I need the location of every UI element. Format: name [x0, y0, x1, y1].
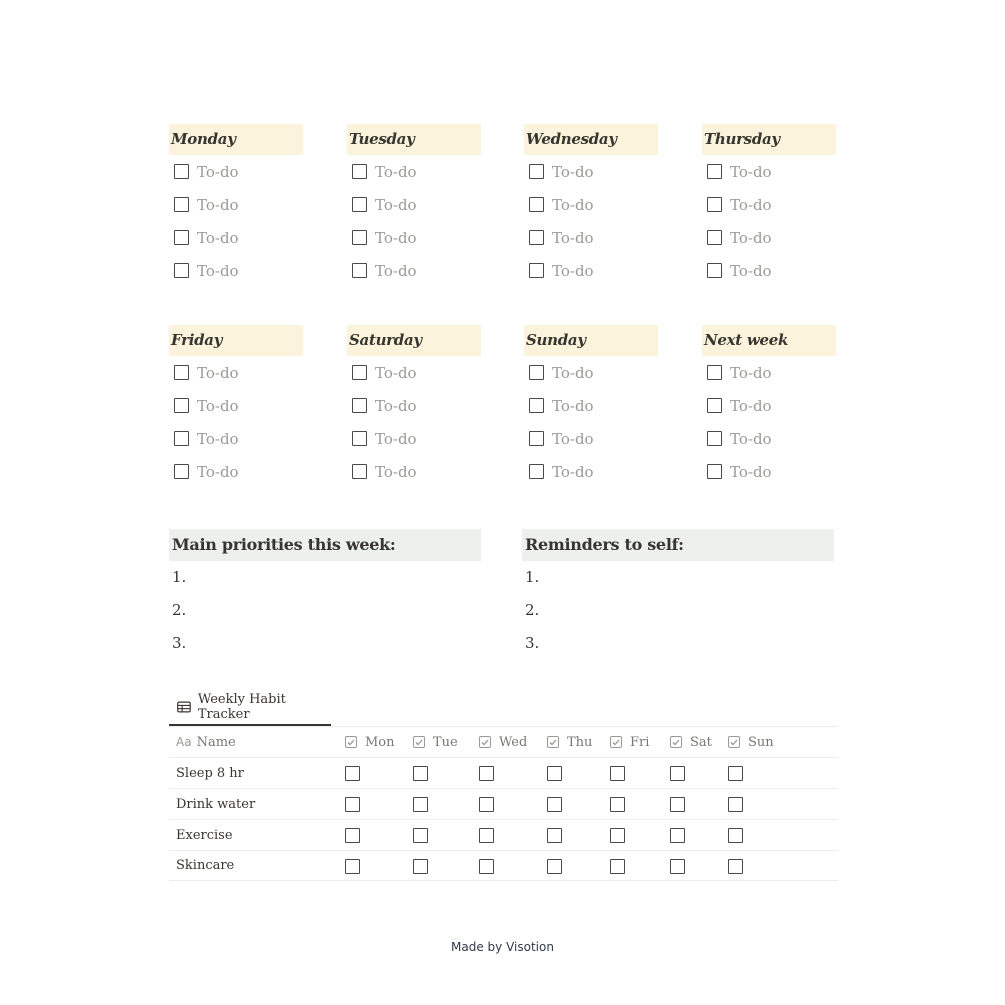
day-heading: Friday	[169, 325, 303, 356]
day-heading: Monday	[169, 124, 303, 155]
habit-checkbox[interactable]	[610, 797, 625, 812]
todo-item[interactable]	[524, 455, 658, 488]
todo-item[interactable]	[702, 356, 836, 389]
habit-name[interactable]: Exercise	[176, 827, 233, 843]
day-card-tuesday	[347, 124, 481, 287]
checkbox-type-icon	[479, 736, 491, 748]
todo-checkbox[interactable]	[352, 263, 367, 278]
day-heading: Wednesday	[524, 124, 658, 155]
day-column-header[interactable]	[413, 727, 458, 757]
day-heading: Next week	[702, 325, 836, 356]
tab-label: Weekly Habit Tracker	[197, 692, 286, 722]
todo-placeholder[interactable]: To-do	[375, 162, 417, 181]
todo-item[interactable]	[347, 356, 481, 389]
todo-checkbox[interactable]	[174, 431, 189, 446]
todo-item[interactable]	[347, 155, 481, 188]
todo-placeholder[interactable]: To-do	[197, 162, 239, 181]
todo-item[interactable]	[169, 221, 303, 254]
todo-checkbox[interactable]	[529, 197, 544, 212]
todo-checkbox[interactable]	[352, 464, 367, 479]
habit-tracker	[169, 690, 838, 881]
todo-placeholder[interactable]: To-do	[730, 396, 772, 415]
habit-checkbox[interactable]	[610, 828, 625, 843]
habit-checkbox[interactable]	[479, 797, 494, 812]
todo-checkbox[interactable]	[529, 431, 544, 446]
todo-checkbox[interactable]	[707, 431, 722, 446]
habit-checkbox[interactable]	[610, 859, 625, 874]
table-row	[169, 788, 838, 819]
todo-checkbox[interactable]	[707, 197, 722, 212]
text-type-icon: Aa	[176, 735, 192, 749]
todo-placeholder[interactable]: To-do	[730, 363, 772, 382]
todo-placeholder[interactable]: To-do	[375, 462, 417, 481]
habit-checkbox[interactable]	[547, 828, 562, 843]
habit-checkbox[interactable]	[413, 766, 428, 781]
tab-weekly-habit-tracker[interactable]	[169, 690, 331, 726]
habit-checkbox[interactable]	[479, 828, 494, 843]
column-label: Sun	[748, 734, 774, 750]
todo-placeholder[interactable]: To-do	[197, 462, 239, 481]
todo-item[interactable]	[702, 155, 836, 188]
reminder-item[interactable]: 2.	[525, 601, 540, 619]
todo-item[interactable]	[702, 188, 836, 221]
todo-placeholder[interactable]: To-do	[730, 162, 772, 181]
column-label: Mon	[365, 734, 395, 750]
priority-item[interactable]: 2.	[172, 601, 187, 619]
habit-checkbox[interactable]	[610, 766, 625, 781]
todo-checkbox[interactable]	[174, 164, 189, 179]
todo-item[interactable]	[702, 422, 836, 455]
todo-checkbox[interactable]	[529, 365, 544, 380]
todo-checkbox[interactable]	[707, 464, 722, 479]
todo-placeholder[interactable]: To-do	[197, 261, 239, 280]
habit-checkbox[interactable]	[670, 828, 685, 843]
todo-checkbox[interactable]	[707, 230, 722, 245]
todo-placeholder[interactable]: To-do	[375, 363, 417, 382]
day-column-header[interactable]	[670, 727, 712, 757]
todo-placeholder[interactable]: To-do	[730, 429, 772, 448]
column-label: Sat	[690, 734, 712, 750]
priority-item[interactable]: 1.	[172, 568, 187, 586]
checkbox-type-icon	[670, 736, 682, 748]
todo-placeholder[interactable]: To-do	[730, 462, 772, 481]
todo-checkbox[interactable]	[352, 164, 367, 179]
checkbox-type-icon	[547, 736, 559, 748]
checkbox-type-icon	[610, 736, 622, 748]
todo-item[interactable]	[169, 422, 303, 455]
habit-checkbox[interactable]	[728, 766, 743, 781]
todo-item[interactable]	[347, 455, 481, 488]
day-column-header[interactable]	[728, 727, 774, 757]
todo-checkbox[interactable]	[174, 365, 189, 380]
habit-checkbox[interactable]	[670, 797, 685, 812]
column-label: Wed	[499, 734, 528, 750]
habit-checkbox[interactable]	[345, 859, 360, 874]
column-label: Fri	[630, 734, 650, 750]
day-column-header[interactable]	[610, 727, 649, 757]
todo-item[interactable]	[347, 221, 481, 254]
todo-checkbox[interactable]	[707, 164, 722, 179]
todo-checkbox[interactable]	[529, 230, 544, 245]
todo-checkbox[interactable]	[174, 464, 189, 479]
day-card-sunday	[524, 325, 658, 488]
todo-item[interactable]	[524, 155, 658, 188]
todo-item[interactable]	[347, 188, 481, 221]
todo-item[interactable]	[524, 221, 658, 254]
todo-item[interactable]	[169, 356, 303, 389]
column-label: Thu	[567, 734, 593, 750]
reminder-item[interactable]: 1.	[525, 568, 540, 586]
column-label: Name	[196, 734, 236, 750]
day-column-header[interactable]	[547, 727, 592, 757]
todo-checkbox[interactable]	[174, 197, 189, 212]
habit-checkbox[interactable]	[547, 766, 562, 781]
todo-checkbox[interactable]	[174, 398, 189, 413]
todo-placeholder[interactable]: To-do	[197, 228, 239, 247]
todo-item[interactable]	[524, 422, 658, 455]
checkbox-type-icon	[413, 736, 425, 748]
todo-placeholder[interactable]: To-do	[197, 195, 239, 214]
todo-checkbox[interactable]	[529, 164, 544, 179]
todo-placeholder[interactable]: To-do	[552, 195, 594, 214]
todo-item[interactable]	[702, 221, 836, 254]
todo-placeholder[interactable]: To-do	[197, 396, 239, 415]
day-column-header[interactable]	[479, 727, 527, 757]
todo-placeholder[interactable]: To-do	[552, 462, 594, 481]
todo-checkbox[interactable]	[529, 263, 544, 278]
todo-item[interactable]	[702, 389, 836, 422]
todo-item[interactable]	[347, 422, 481, 455]
day-card-next-week	[702, 325, 836, 488]
todo-placeholder[interactable]: To-do	[197, 429, 239, 448]
todo-item[interactable]	[169, 188, 303, 221]
habit-name[interactable]: Drink water	[176, 796, 256, 812]
table-icon	[177, 701, 191, 713]
priorities-heading: Main priorities this week:	[169, 529, 481, 561]
table-row	[169, 757, 838, 788]
todo-placeholder[interactable]: To-do	[375, 195, 417, 214]
todo-placeholder[interactable]: To-do	[375, 396, 417, 415]
table-row	[169, 819, 838, 850]
todo-checkbox[interactable]	[529, 398, 544, 413]
priorities-section	[169, 529, 481, 660]
todo-item[interactable]	[524, 188, 658, 221]
habit-checkbox[interactable]	[413, 828, 428, 843]
day-card-wednesday	[524, 124, 658, 287]
table-header-row	[169, 726, 838, 757]
todo-placeholder[interactable]: To-do	[730, 228, 772, 247]
habit-checkbox[interactable]	[728, 797, 743, 812]
day-card-thursday	[702, 124, 836, 287]
todo-placeholder[interactable]: To-do	[375, 429, 417, 448]
todo-placeholder[interactable]: To-do	[552, 228, 594, 247]
todo-placeholder[interactable]: To-do	[730, 195, 772, 214]
habit-checkbox[interactable]	[479, 766, 494, 781]
habit-checkbox[interactable]	[479, 859, 494, 874]
todo-placeholder[interactable]: To-do	[375, 228, 417, 247]
todo-item[interactable]	[347, 389, 481, 422]
day-card-saturday	[347, 325, 481, 488]
habit-checkbox[interactable]	[413, 797, 428, 812]
habit-checkbox[interactable]	[728, 828, 743, 843]
habit-checkbox[interactable]	[670, 859, 685, 874]
day-heading: Tuesday	[347, 124, 481, 155]
todo-item[interactable]	[169, 254, 303, 287]
reminders-heading: Reminders to self:	[522, 529, 834, 561]
column-label: Tue	[433, 734, 458, 750]
day-column-header[interactable]	[345, 727, 395, 757]
habit-checkbox[interactable]	[670, 766, 685, 781]
habit-name[interactable]: Sleep 8 hr	[176, 765, 244, 781]
checkbox-type-icon	[728, 736, 740, 748]
todo-item[interactable]	[169, 389, 303, 422]
todo-checkbox[interactable]	[174, 263, 189, 278]
todo-checkbox[interactable]	[352, 365, 367, 380]
todo-placeholder[interactable]: To-do	[552, 261, 594, 280]
todo-item[interactable]	[524, 356, 658, 389]
habit-checkbox[interactable]	[345, 766, 360, 781]
table-row	[169, 850, 838, 881]
day-heading: Saturday	[347, 325, 481, 356]
todo-checkbox[interactable]	[707, 365, 722, 380]
todo-item[interactable]	[169, 155, 303, 188]
habit-checkbox[interactable]	[345, 828, 360, 843]
todo-placeholder[interactable]: To-do	[375, 261, 417, 280]
day-heading: Sunday	[524, 325, 658, 356]
day-card-monday	[169, 124, 303, 287]
todo-placeholder[interactable]: To-do	[552, 396, 594, 415]
footer-credit: Made by Visotion	[451, 940, 554, 954]
habit-checkbox[interactable]	[345, 797, 360, 812]
priority-item[interactable]: 3.	[172, 634, 187, 652]
habit-name[interactable]: Skincare	[176, 858, 235, 873]
todo-checkbox[interactable]	[707, 263, 722, 278]
todo-checkbox[interactable]	[707, 398, 722, 413]
todo-item[interactable]	[702, 455, 836, 488]
todo-placeholder[interactable]: To-do	[552, 429, 594, 448]
todo-item[interactable]	[169, 455, 303, 488]
todo-item[interactable]	[524, 254, 658, 287]
todo-item[interactable]	[702, 254, 836, 287]
name-column-header[interactable]	[169, 735, 345, 750]
reminders-section	[522, 529, 834, 660]
habit-checkbox[interactable]	[413, 859, 428, 874]
todo-placeholder[interactable]: To-do	[197, 363, 239, 382]
todo-item[interactable]	[524, 389, 658, 422]
habit-checkbox[interactable]	[728, 859, 743, 874]
habit-checkbox[interactable]	[547, 859, 562, 874]
reminder-item[interactable]: 3.	[525, 634, 540, 652]
day-card-friday	[169, 325, 303, 488]
todo-checkbox[interactable]	[529, 464, 544, 479]
todo-checkbox[interactable]	[352, 230, 367, 245]
todo-checkbox[interactable]	[352, 197, 367, 212]
todo-checkbox[interactable]	[352, 398, 367, 413]
todo-placeholder[interactable]: To-do	[552, 363, 594, 382]
todo-placeholder[interactable]: To-do	[730, 261, 772, 280]
day-heading: Thursday	[702, 124, 836, 155]
todo-placeholder[interactable]: To-do	[552, 162, 594, 181]
todo-checkbox[interactable]	[174, 230, 189, 245]
checkbox-type-icon	[345, 736, 357, 748]
habit-checkbox[interactable]	[547, 797, 562, 812]
todo-checkbox[interactable]	[352, 431, 367, 446]
todo-item[interactable]	[347, 254, 481, 287]
